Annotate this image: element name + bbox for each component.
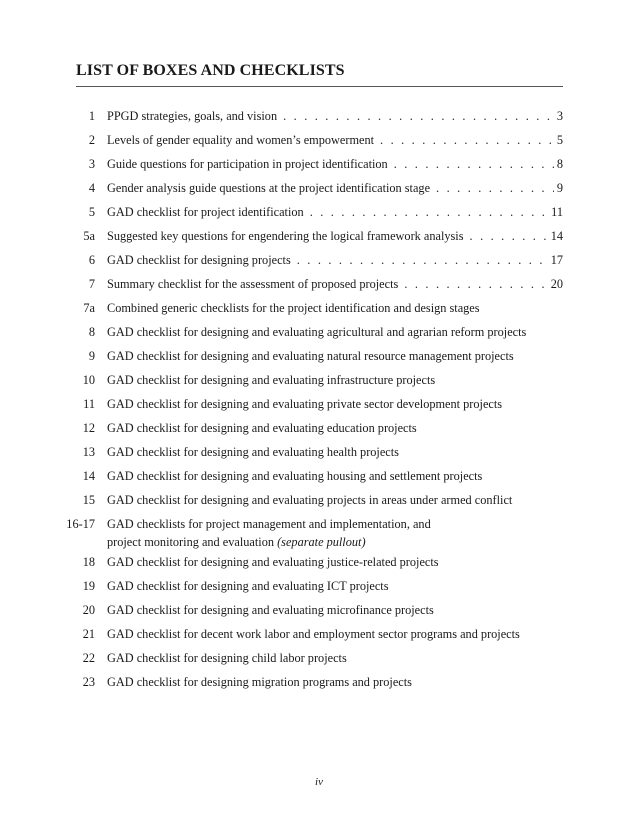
entry-page: 17 — [550, 253, 563, 267]
entry-number: 9 — [88, 349, 95, 363]
entry-number: 21 — [82, 627, 95, 641]
entry-title-continued: project monitoring and evaluation — [107, 535, 274, 549]
entry-title: Combined generic checklists for the project identification and design stages — [107, 301, 480, 315]
entry-number: 19 — [82, 579, 95, 593]
toc-entry — [0, 104, 638, 128]
entry-number: 15 — [82, 493, 95, 507]
toc-entry — [0, 515, 638, 555]
entry-number: 23 — [82, 675, 95, 689]
entry-page: 5 — [556, 133, 563, 147]
toc-entry — [0, 152, 638, 176]
entry-number: 11 — [83, 397, 95, 411]
entry-number: 2 — [88, 133, 95, 147]
entry-number: 16-17 — [66, 517, 95, 531]
toc-entry — [0, 622, 638, 646]
title-rule — [76, 86, 563, 87]
toc-entry — [0, 296, 638, 320]
dot-leader — [394, 152, 554, 176]
dot-leader — [297, 248, 548, 272]
entry-page: 20 — [550, 277, 563, 291]
toc-entry — [0, 248, 638, 272]
entry-title: Levels of gender equality and women’s empowerment — [107, 133, 375, 147]
entry-title: GAD checklist for designing and evaluating microfinance projects — [107, 603, 434, 617]
entry-note: (separate pullout) — [277, 535, 366, 549]
entry-title: GAD checklist for designing and evaluating private sector development projects — [107, 397, 503, 411]
toc-entry — [0, 176, 638, 200]
entry-title: GAD checklist for designing and evaluating education projects — [107, 421, 417, 435]
entry-number: 7a — [83, 301, 95, 315]
entry-number: 4 — [88, 181, 95, 195]
entry-page: 8 — [556, 157, 563, 171]
dot-leader — [404, 272, 547, 296]
page-title: LIST OF BOXES AND CHECKLISTS — [76, 62, 345, 79]
entry-title: Guide questions for participation in project identification — [107, 157, 388, 171]
toc-entry — [0, 344, 638, 368]
page-number: iv — [315, 776, 323, 788]
entry-title: GAD checklist for decent work labor and employment sector programs and projects — [107, 627, 520, 641]
entry-title: GAD checklist for designing child labor projects — [107, 651, 347, 665]
toc-entry — [0, 224, 638, 248]
toc-entry — [0, 272, 638, 296]
entry-title: GAD checklist for designing migration programs and projects — [107, 675, 412, 689]
entry-title: Suggested key questions for engendering the logical framework analysis — [107, 229, 464, 243]
toc-entry — [0, 574, 638, 598]
dot-leader — [436, 176, 554, 200]
entry-number: 12 — [82, 421, 95, 435]
entry-number: 5 — [88, 205, 95, 219]
entry-title: GAD checklist for designing and evaluating housing and settlement projects — [107, 469, 483, 483]
entry-title: GAD checklist for designing and evaluating ICT projects — [107, 579, 389, 593]
entry-title: Summary checklist for the assessment of proposed projects — [107, 277, 399, 291]
toc-entry — [0, 128, 638, 152]
entry-number: 10 — [82, 373, 95, 387]
entry-title: PPGD strategies, goals, and vision — [107, 109, 278, 123]
entry-title: GAD checklist for designing and evaluating agricultural and agrarian reform projects — [107, 325, 527, 339]
toc-entry — [0, 392, 638, 416]
dot-leader — [470, 224, 548, 248]
toc-entry — [0, 488, 638, 512]
entry-title: GAD checklists for project management and implementation, and — [107, 517, 431, 531]
entry-title: GAD checklist for designing and evaluating projects in areas under armed conflict — [107, 493, 513, 507]
entry-number: 7 — [88, 277, 95, 291]
entry-title: GAD checklist for designing and evaluating infrastructure projects — [107, 373, 436, 387]
entry-number: 13 — [82, 445, 95, 459]
dot-leader — [283, 104, 554, 128]
entry-title: GAD checklist for project identification — [107, 205, 304, 219]
entry-number: 20 — [82, 603, 95, 617]
toc-entry — [0, 320, 638, 344]
entry-number: 14 — [82, 469, 95, 483]
entry-number: 22 — [82, 651, 95, 665]
dot-leader — [380, 128, 554, 152]
entry-number: 8 — [88, 325, 95, 339]
dot-leader — [310, 200, 548, 224]
toc-entry — [0, 598, 638, 622]
toc-entry — [0, 670, 638, 694]
entry-title: GAD checklist for designing and evaluating justice-related projects — [107, 555, 439, 569]
entry-title: GAD checklist for designing and evaluating health projects — [107, 445, 399, 459]
entry-number: 3 — [88, 157, 95, 171]
entry-number: 6 — [88, 253, 95, 267]
toc-entry — [0, 646, 638, 670]
entry-number: 5a — [83, 229, 95, 243]
entry-number: 18 — [82, 555, 95, 569]
toc-entry — [0, 200, 638, 224]
toc-entry — [0, 440, 638, 464]
toc-entry — [0, 550, 638, 574]
entry-title: GAD checklist for designing and evaluating natural resource management projects — [107, 349, 514, 363]
entry-page: 11 — [551, 205, 563, 219]
toc-entry — [0, 464, 638, 488]
entry-title: GAD checklist for designing projects — [107, 253, 291, 267]
entry-number: 1 — [88, 109, 95, 123]
toc-entry — [0, 368, 638, 392]
entry-page: 9 — [556, 181, 563, 195]
entry-page: 3 — [556, 109, 563, 123]
entry-page: 14 — [550, 229, 563, 243]
toc-entry — [0, 416, 638, 440]
entry-title: Gender analysis guide questions at the project identification stage — [107, 181, 431, 195]
